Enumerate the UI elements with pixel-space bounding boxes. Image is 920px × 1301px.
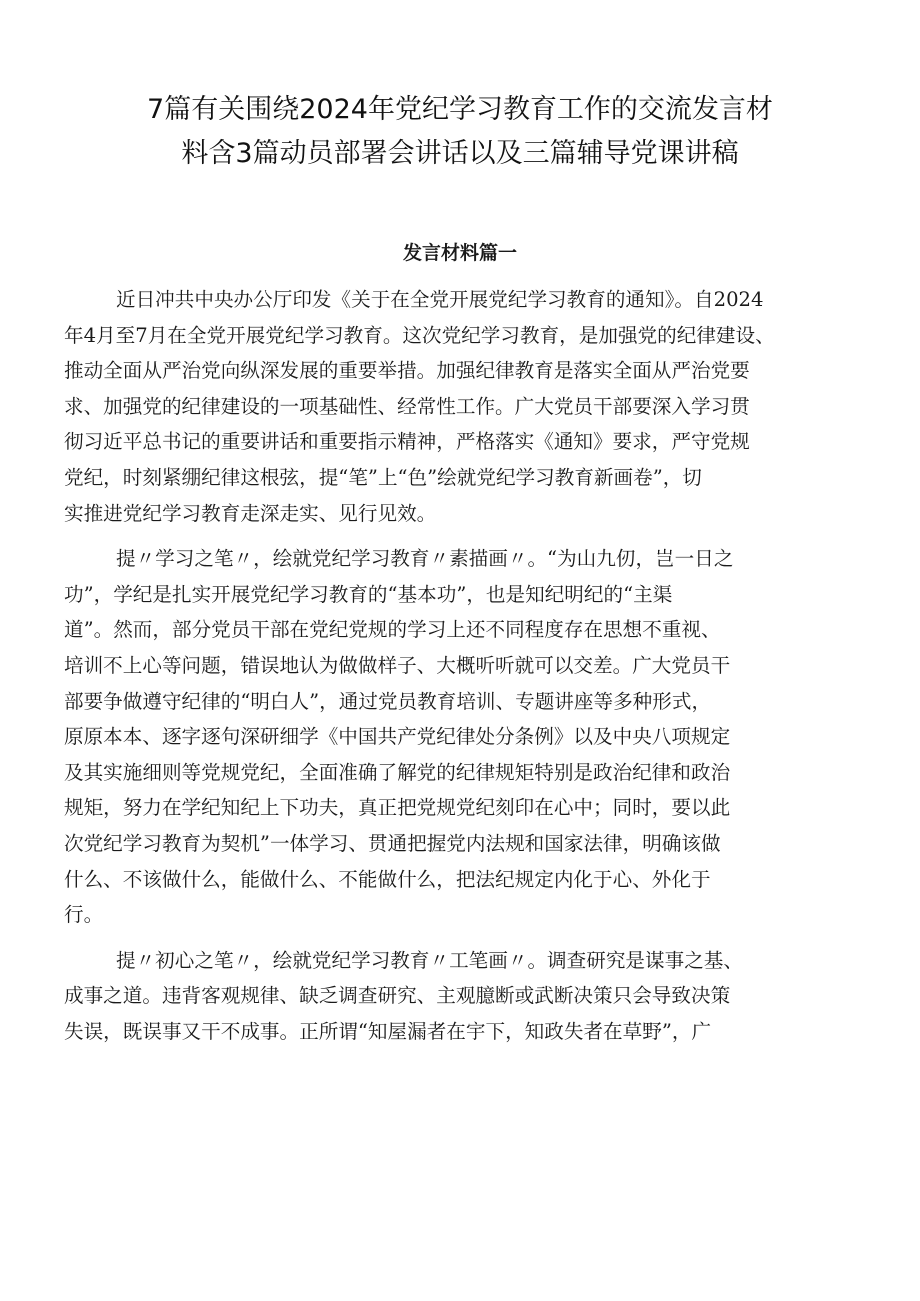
document-title	[60, 88, 860, 176]
paragraph-line: 什么、不该做什么，能做什么、不能做什么，把法纪规定内化于心、外化于	[64, 867, 711, 891]
paragraph-line: 部要争做遵守纪律的“明白人”，通过党员教育培训、专题讲座等多种形式，	[64, 689, 712, 713]
paragraph-line: 行。	[64, 903, 104, 927]
paragraph-line: 成事之道。违背客观规律、缺乏调查研究、主观臆断或武断决策只会导致决策	[64, 984, 731, 1008]
section-heading: 发言材料篇一	[402, 242, 517, 264]
paragraph-line: 培训不上心等问题，错误地认为做做样子、大概听听就可以交差。广大党员干	[64, 653, 731, 677]
paragraph-line: 道”。然而，部分党员干部在党纪党规的学习上还不同程度存在思想不重视、	[64, 618, 721, 642]
paragraph	[64, 282, 864, 531]
paragraph-line: 年4月至7月在全党开展党纪学习教育。这次党纪学习教育，是加强党的纪律建设、	[64, 323, 775, 347]
paragraph-line: 求、加强党的纪律建设的一项基础性、经常性工作。广大党员干部要深入学习贯	[64, 394, 750, 418]
paragraph	[64, 943, 864, 1050]
paragraph-line: 党纪，时刻紧绷纪律这根弦，提“笔”上“色”绘就党纪学习教育新画卷”，切	[64, 465, 702, 489]
paragraph	[64, 541, 864, 933]
paragraph-line: 功”，学纪是扎实开展党纪学习教育的“基本功”，也是知纪明纪的“主渠	[64, 582, 673, 606]
title-line: 7篇有关围绕2024年党纪学习教育工作的交流发言材	[147, 94, 773, 125]
paragraph-line: 提〃学习之笔〃，绘就党纪学习教育〃素描画〃。“为山九仞，岂一日之	[116, 547, 734, 571]
paragraph-line: 失误，既误事又干不成事。正所谓“知屋漏者在宇下，知政失者在草野”，广	[64, 1019, 712, 1043]
paragraph-line: 规矩，努力在学纪知纪上下功夫，真正把党规党纪刻印在心中；同时，要以此	[64, 796, 731, 820]
paragraph-line: 实推进党纪学习教育走深走实、见行见效。	[64, 501, 437, 525]
paragraph-line: 及其实施细则等党规党纪，全面准确了解党的纪律规矩特别是政治纪律和政治	[64, 760, 731, 784]
paragraph-line: 提〃初心之笔〃，绘就党纪学习教育〃工笔画〃。调查研究是谋事之基、	[116, 948, 743, 972]
paragraph-line: 彻习近平总书记的重要讲话和重要指示精神，严格落实《通知》要求，严守党规	[64, 430, 750, 454]
paragraph-line: 推动全面从严治党向纵深发展的重要举措。加强纪律教育是落实全面从严治党要	[64, 359, 750, 383]
document-body	[64, 282, 864, 1059]
paragraph-line: 次党纪学习教育为契机”一体学习、贯通把握党内法规和国家法律，明确该做	[64, 831, 721, 855]
paragraph-line: 原原本本、逐字逐句深研细学《中国共产党纪律处分条例》以及中央八项规定	[64, 725, 731, 749]
paragraph-line: 近日冲共中央办公厅印发《关于在全党开展党纪学习教育的通知》。自2024	[116, 288, 764, 311]
title-line: 料含3篇动员部署会讲话以及三篇辅导党课讲稿	[181, 138, 739, 169]
